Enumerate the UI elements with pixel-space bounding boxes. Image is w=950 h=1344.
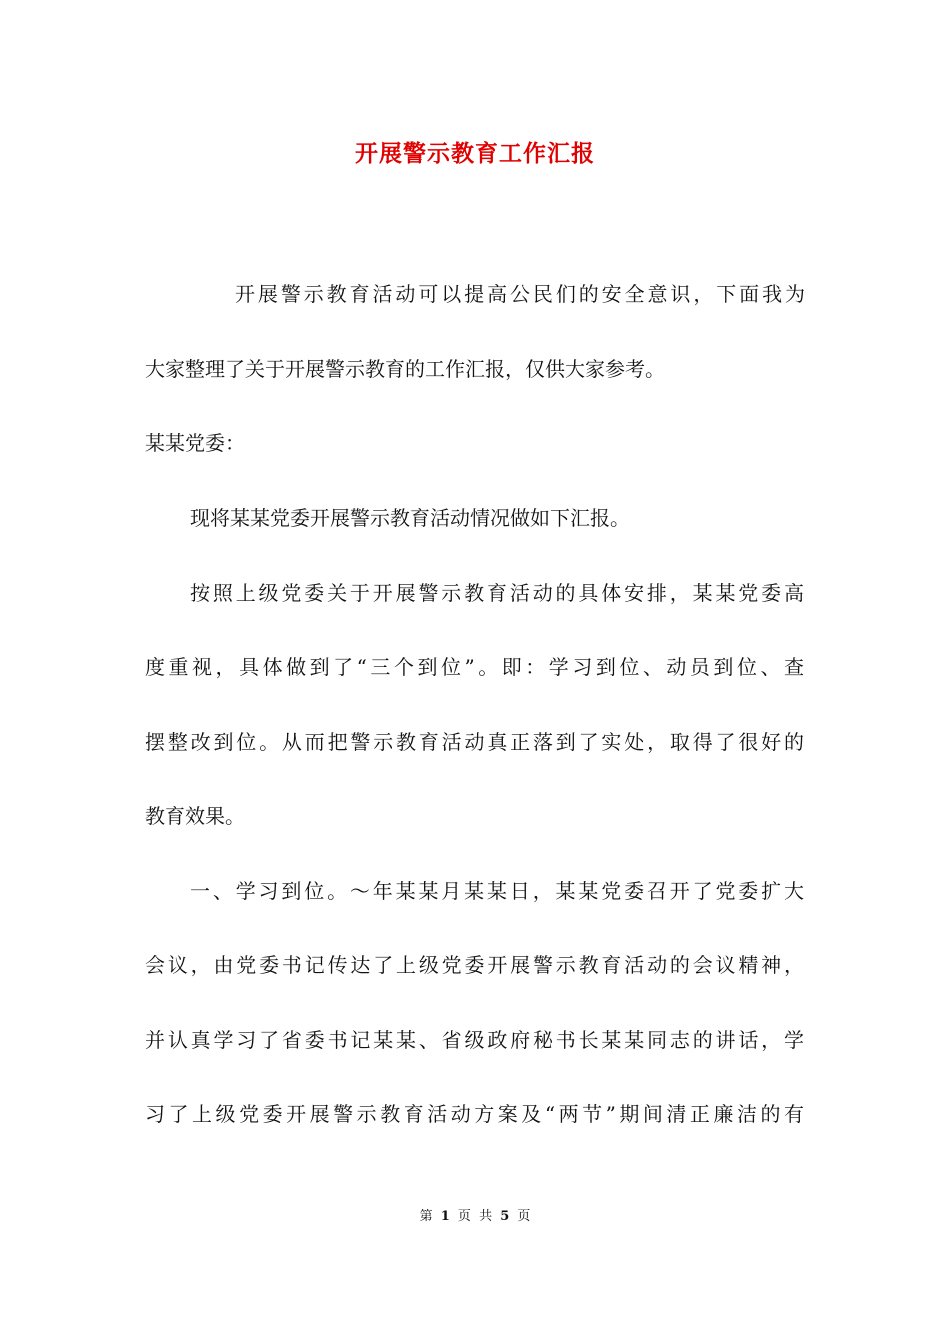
footer-current-page: 1: [440, 1209, 450, 1224]
body-line-2: 大家整理了关于开展警示教育的工作汇报，仅供大家参考。: [145, 357, 665, 381]
footer-total-prefix: 共: [479, 1209, 493, 1224]
body-line-9: 一、学习到位。～年某某月某某日，某某党委召开了党委扩大: [190, 879, 804, 903]
salutation: 某某党委：: [145, 431, 245, 455]
page-footer: [0, 1206, 950, 1228]
footer-total-pages: 5: [500, 1209, 510, 1224]
footer-page-unit: 页: [457, 1209, 471, 1224]
body-line-1: 开展警示教育活动可以提高公民们的安全意识，下面我为: [235, 282, 805, 306]
body-line-11: 并认真学习了省委书记某某、省级政府秘书长某某同志的讲话，学: [145, 1028, 804, 1052]
footer-total-unit: 页: [517, 1209, 531, 1224]
document-title: 开展警示教育工作汇报: [355, 140, 595, 167]
body-line-12: 习了上级党委开展警示教育活动方案及“两节”期间清正廉洁的有: [145, 1102, 804, 1126]
body-line-10: 会议，由党委书记传达了上级党委开展警示教育活动的会议精神，: [145, 953, 804, 977]
footer-prefix: 第: [419, 1209, 433, 1224]
body-line-6: 度重视，具体做到了“三个到位”。即：学习到位、动员到位、查: [145, 655, 804, 679]
body-line-5: 按照上级党委关于开展警示教育活动的具体安排，某某党委高: [190, 581, 804, 605]
body-line-7: 摆整改到位。从而把警示教育活动真正落到了实处，取得了很好的: [145, 730, 804, 754]
body-line-4: 现将某某党委开展警示教育活动情况做如下汇报。: [190, 506, 630, 530]
body-line-8: 教育效果。: [145, 804, 245, 828]
